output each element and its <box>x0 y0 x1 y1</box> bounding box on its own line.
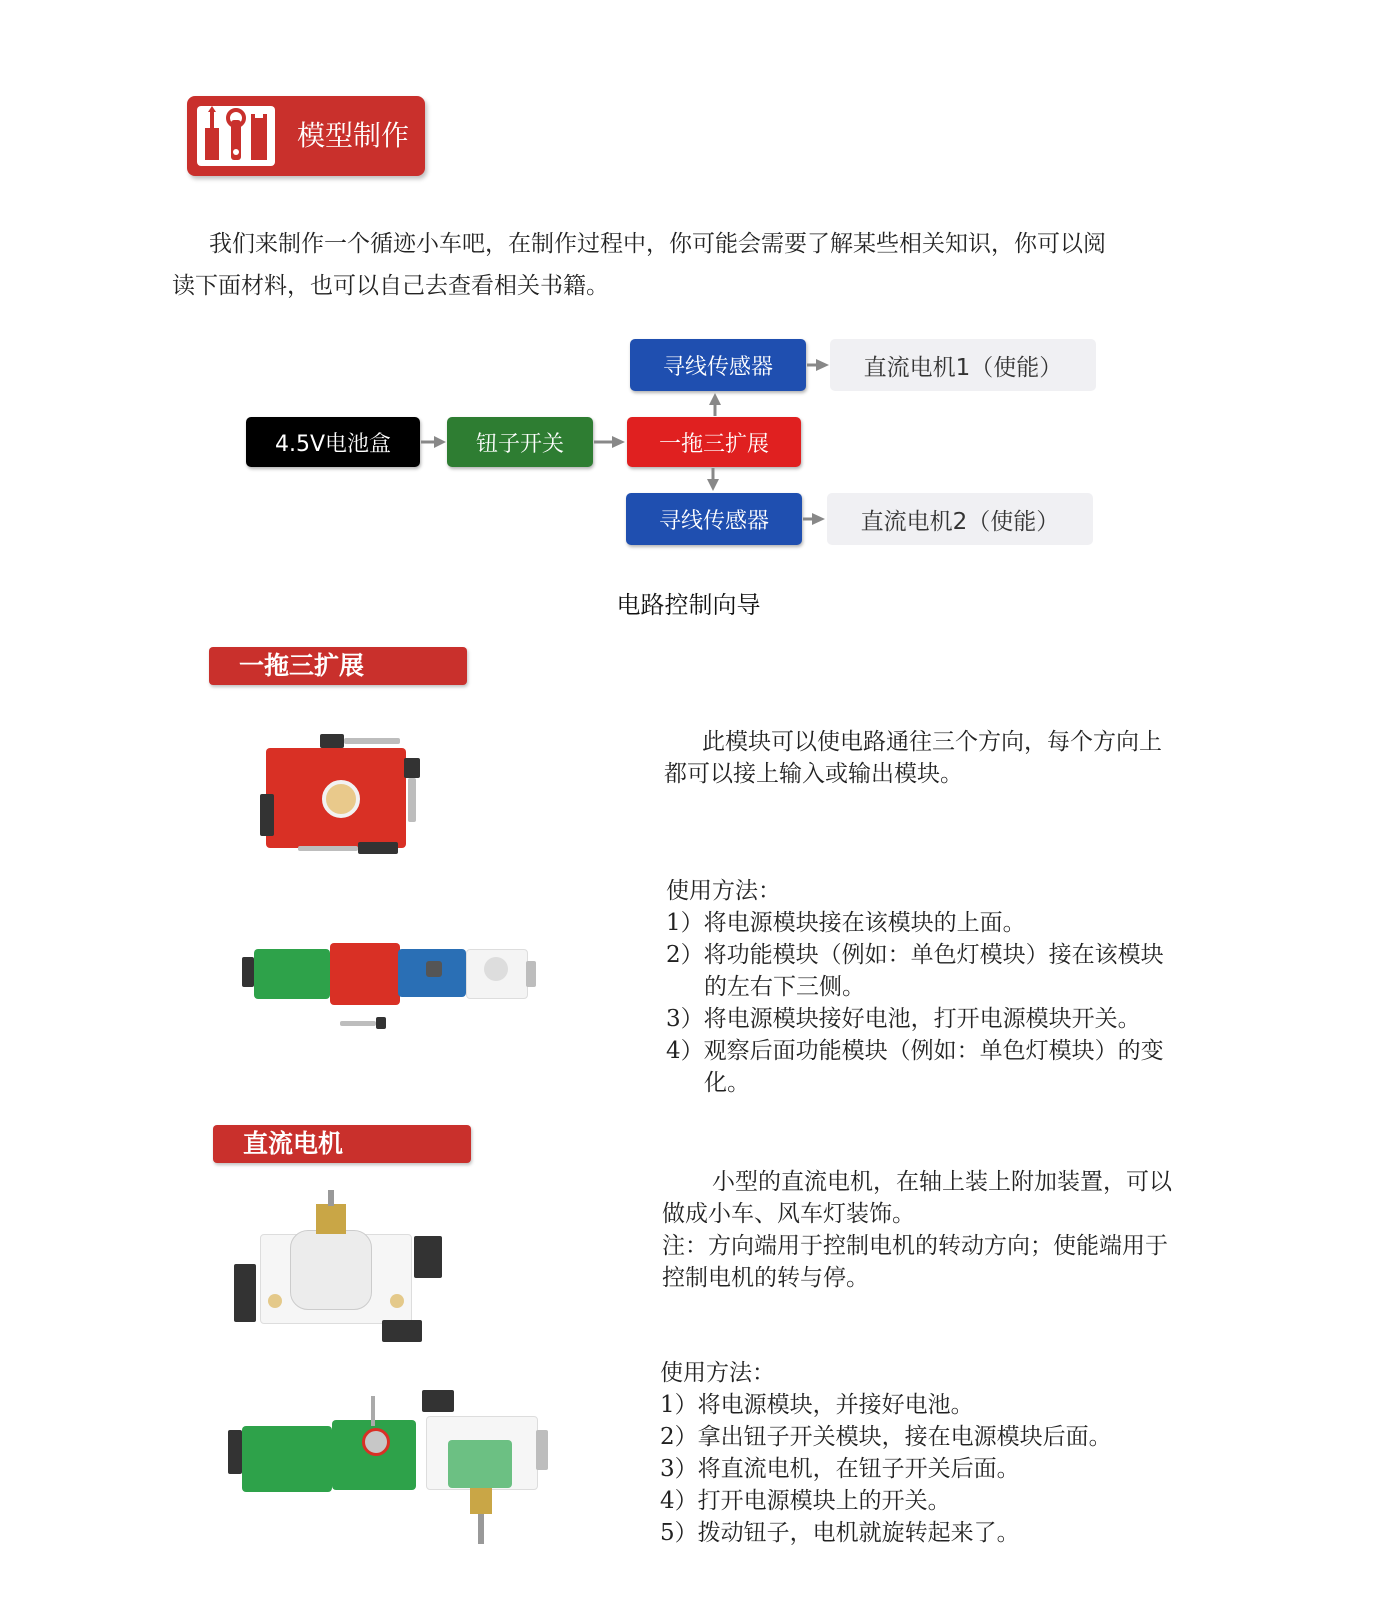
section2-steps <box>660 1389 1220 1549</box>
section1-steps <box>666 907 1186 1099</box>
section2-desc-line-1: 小型的直流电机，在轴上装上附加装置，可以 <box>712 1169 1172 1195</box>
section2-step-1: 1）将电源模块，并接好电池。 <box>660 1392 974 1418</box>
section2-step-3: 3）将直流电机，在钮子开关后面。 <box>660 1456 1020 1482</box>
section1-step-3: 3）将电源模块接好电池，打开电源模块开关。 <box>666 1006 1141 1032</box>
section1-desc-line-1: 此模块可以使电路通往三个方向，每个方向上 <box>702 729 1162 755</box>
section-title-expander: 一拖三扩展 <box>209 647 467 685</box>
flow-node-motor1: 直流电机1（使能） <box>830 339 1096 391</box>
section2-note-line-1: 注：方向端用于控制电机的转动方向；使能端用于 <box>662 1233 1168 1259</box>
dc-motor-module-image <box>230 1190 450 1350</box>
flow-node-sensor-top: 寻线传感器 <box>630 339 806 391</box>
section2-desc-line-2: 做成小车、风车灯装饰。 <box>662 1201 915 1227</box>
section1-desc-line-2: 都可以接上输入或输出模块。 <box>664 761 963 787</box>
section2-note-line-2: 控制电机的转与停。 <box>662 1265 869 1291</box>
section-title-dc-motor: 直流电机 <box>213 1125 471 1163</box>
section1-step-4: 4）观察后面功能模块（例如：单色灯模块）的变化。 <box>666 1038 1164 1096</box>
section1-step-1: 1）将电源模块接在该模块的上面。 <box>666 910 1026 936</box>
intro-line-1: 我们来制作一个循迹小车吧，在制作过程中，你可能会需要了解某些相关知识，你可以阅 <box>209 231 1106 257</box>
flow-caption: 电路控制向导 <box>616 591 761 619</box>
flow-node-motor2: 直流电机2（使能） <box>827 493 1093 545</box>
section2-step-5: 5）拨动钮子，电机就旋转起来了。 <box>660 1520 1020 1546</box>
expander-assembly-image <box>240 935 540 1050</box>
flow-node-battery: 4.5V电池盒 <box>246 417 420 467</box>
expander-module-image <box>258 728 428 858</box>
flow-node-expander: 一拖三扩展 <box>627 417 801 467</box>
section2-step-2: 2）拿出钮子开关模块，接在电源模块后面。 <box>660 1424 1112 1450</box>
section1-step-2: 2）将功能模块（例如：单色灯模块）接在该模块的左右下三侧。 <box>666 942 1164 1000</box>
section2-usage-title: 使用方法： <box>660 1360 775 1386</box>
section1-usage-title: 使用方法： <box>666 878 781 904</box>
header-title: 模型制作 <box>297 119 410 152</box>
flow-arrows <box>0 0 1377 600</box>
flow-node-switch: 钮子开关 <box>447 417 593 467</box>
intro-line-2: 读下面材料，也可以自己去查看相关书籍。 <box>172 273 609 299</box>
section2-step-4: 4）打开电源模块上的开关。 <box>660 1488 951 1514</box>
flow-node-sensor-bottom: 寻线传感器 <box>626 493 802 545</box>
dc-motor-assembly-image <box>226 1390 556 1550</box>
